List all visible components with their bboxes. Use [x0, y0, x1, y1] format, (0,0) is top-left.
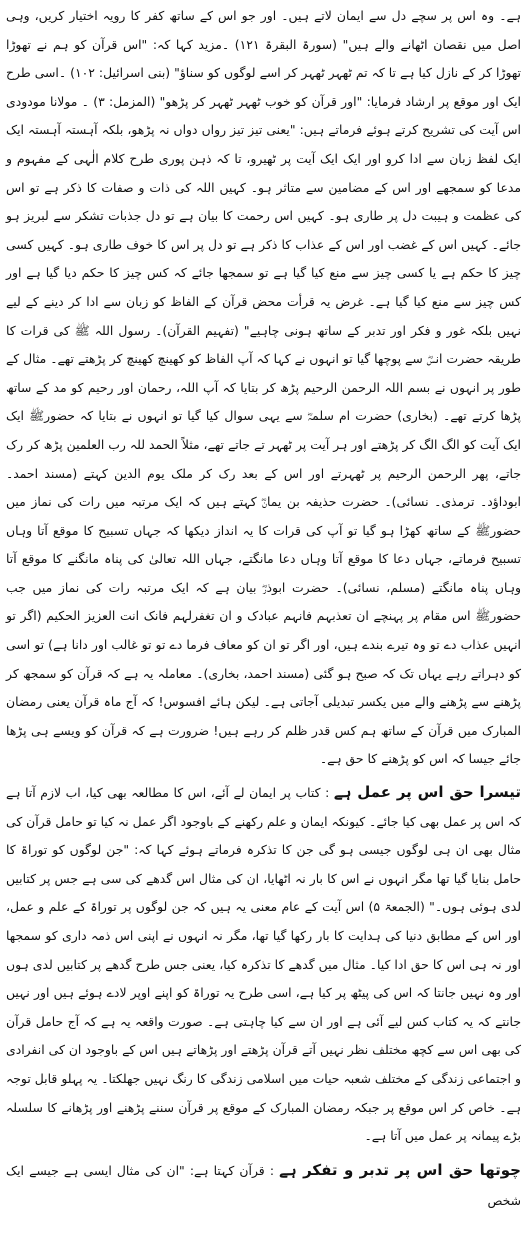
heading-third-right: تیسرا حق اس پر عمل ہے — [333, 783, 521, 802]
section-fourth-right — [6, 1155, 521, 1216]
paragraph-quran-recitation: ہے۔ وہ اس پر سچے دل سے ایمان لاتے ہیں۔ اور جو اس کے ساتھ کفر کا رویہ اختیار کریں، وہی اصل میں نقصان اٹھانے والے ہیں" (سورۃ البقرۃ ۱۲۱) ۔مزید کہا کہ: "اس قرآن کو ہم نے تھوڑا تھوڑا کر کے نازل کیا ہے تا کہ تم ٹھہر ٹھہر کر اسے لوگوں کو سناؤ" (بنی اسرائیل: ۱۰۲) ۔اسی طرح ایک اور موقع پر ارشاد فرمایا: "اور قرآن کو خوب ٹھہر ٹھہر کر پڑھو" (المزمل: ۳) ۔ مولانا مودودی اس آیت کی تشریح کرتے ہوئے فرماتے ہیں: "یعنی تیز تیز رواں دواں نہ پڑھو، بلکہ آہستہ آہستہ ایک ایک لفظ زبان سے ادا کرو اور ایک ایک آیت پر ٹھیرو، تا کہ ذہن پوری طرح کلام الٰہی کے مفہوم و مدعا کو سمجھے اور اس کے مضامین سے متاثر ہو۔ کہیں اللہ کی ذات و صفات کا ذکر ہے تو اس کی عظمت و ہیبت دل پر طاری ہو۔ کہیں اس رحمت کا بیان ہے تو دل جذبات تشکر سے لبریز ہو جائے۔ کہیں اس کے غضب اور اس کے عذاب کا ذکر ہے تو دل پر اس کا خوف طاری ہو۔ کہیں کسی چیز کا حکم ہے یا کسی چیز سے منع کیا گیا ہے تو سمجھا جائے کہ کس چیز کا حکم دیا گیا ہے اور کس چیز سے منع کیا گیا ہے۔ غرض یہ قرأت محض قرآن کے الفاظ کو زبان سے ادا کر دینے کے لیے نہیں بلکہ غور و فکر اور تدبر کے ساتھ ہونی چاہیے" (تفہیم القرآن)۔ رسول اللہ ﷺ کی قرات کا طریقہ حضرت انسؓ سے پوچھا گیا تو انہوں نے کہا کہ آپ الفاظ کو کھینچ کھینچ کر پڑھتے تھے۔ مثال کے طور پر انہوں نے بسم اللہ الرحمن الرحیم پڑھ کر بتایا کہ آپ اللہ، رحمان اور رحیم کو مد کے ساتھ پڑھا کرتے تھے۔ (بخاری) حضرت ام سلمہؓ سے یہی سوال کیا گیا تو انہوں نے بتایا کہ حضورﷺ ایک ایک آیت کو الگ الگ کر پڑھتے اور ہر آیت پر ٹھہر تے جاتے تھے، مثلاً الحمد للہ رب العلمین پڑھ کر رک جاتے، پھر الرحمن الرحیم پر ٹھہرتے اور اس کے بعد رک کر ملک یوم الدین کہتے (مسند احمد۔ ابوداؤد۔ ترمذی۔ نسائی)۔ حضرت حذیفہ بن یمانؓ کہتے ہیں کہ ایک مرتبہ میں رات کی نماز میں حضورﷺ کے ساتھ کھڑا ہو گیا تو آپ کی قرات کا یہ انداز دیکھا کہ جہاں تسبیح کا موقع آتا وہاں تسبیح فرماتے، جہاں دعا کا موقع آتا وہاں دعا مانگتے، جہاں اللہ تعالیٰ کی پناہ مانگنے کا موقع آتا وہاں پناہ مانگتے (مسلم، نسائی)۔ حضرت ابوذرؓ بیان ہے کہ ایک مرتبہ رات کی نماز میں جب حضورﷺ اس مقام پر پہنچے ان تعذبہم فانہم عبادک و ان تغفرلہم فانک انت العزیز الحکیم (اگر تو انہیں عذاب دے تو وہ تیرے بندے ہیں، اور اگر تو ان کو معاف فرما دے تو تو غالب اور دانا ہے) تو اسی کو دہراتے رہے یہاں تک کہ صبح ہو گئی (مسند احمد، بخاری)۔ معاملہ یہ ہے کہ قرآن کو سمجھ کر پڑھنے سے پڑھنے والے میں یکسر تبدیلی آجاتی ہے۔ لیکن ہائے افسوس! کہ آج ماہ قرآن یعنی رمضان المبارک میں قرآن کے ساتھ ہم کس قدر ظلم کر رہے ہیں! ضرورت ہے کہ قرآن کو ویسے ہی پڑھا جائے جیسا کہ اس کو پڑھنے کا حق ہے۔ — [6, 8, 522, 767]
heading-fourth-right: چوتھا حق اس پر تدبر و تفکر ہے — [279, 1160, 521, 1179]
paragraph-third-right: : کتاب پر ایمان لے آئے، اس کا مطالعہ بھی کیا، اب لازم آتا ہے کہ اس پر عمل بھی کیا جائے۔ کیونکہ ایمان و علم رکھنے کے باوجود اگر عمل نہ کیا تو حامل قرآن کی مثال بھی ان ہی لوگوں جیسی ہو گی جن کا تذکرہ فرماتے ہوئے کہا کہ: "جن لوگوں کو توراۃ کا حامل بنایا گیا تھا مگر انہوں نے اس کا بار نہ اٹھایا، ان کی مثال اس گدھے کی سی ہے جس پر کتابیں لدی ہوئی ہوں۔" (الجمعۃ ۵) اس آیت کے عام معنی یہ ہیں کہ جن لوگوں پر توراۃ کے علم و عمل، اور اس کے مطابق دنیا کی ہدایت کا بار رکھا گیا تھا، مگر نہ انہوں نے اپنی اس ذمہ داری کو سمجھا اور نہ ہی اس کا حق ادا کیا۔ مثال میں گدھے کا تذکرہ کیا، یعنی جس طرح گدھے پر کتابیں لدی ہوں اور وہ نہیں جانتا کہ اس کی پیٹھ پر کیا ہے، اسی طرح یہ توراۃ کو اپنے اوپر لادے ہوئے ہیں اور نہیں جانتے کہ یہ کتاب کس لیے آئی ہے اور ان سے کیا چاہتی ہے۔ صورت واقعہ یہ ہے کہ آج حامل قرآن کی بھی اس سے کچھ مختلف نظر نہیں آتے قرآن پڑھتے اور پڑھاتے ہیں اس کے باوجود ان کی انفرادی و اجتماعی زندگی کے مختلف شعبہ حیات میں اسلامی زندگی کا رنگ نہیں جھلکتا۔ یہ پہلو قابل توجہ ہے۔ خاص کر اس موقع پر جبکہ رمضان المبارک کے موقع پر قرآن سننے پڑھنے اور پڑھانے کا سلسلہ بڑے پیمانہ پر عمل میں آتا ہے۔ — [6, 785, 521, 1144]
paragraph-fourth-right: : قرآن کہتا ہے: "ان کی مثال ایسی ہے جیسے ایک شخص — [6, 1162, 521, 1208]
section-third-right — [6, 778, 521, 1151]
